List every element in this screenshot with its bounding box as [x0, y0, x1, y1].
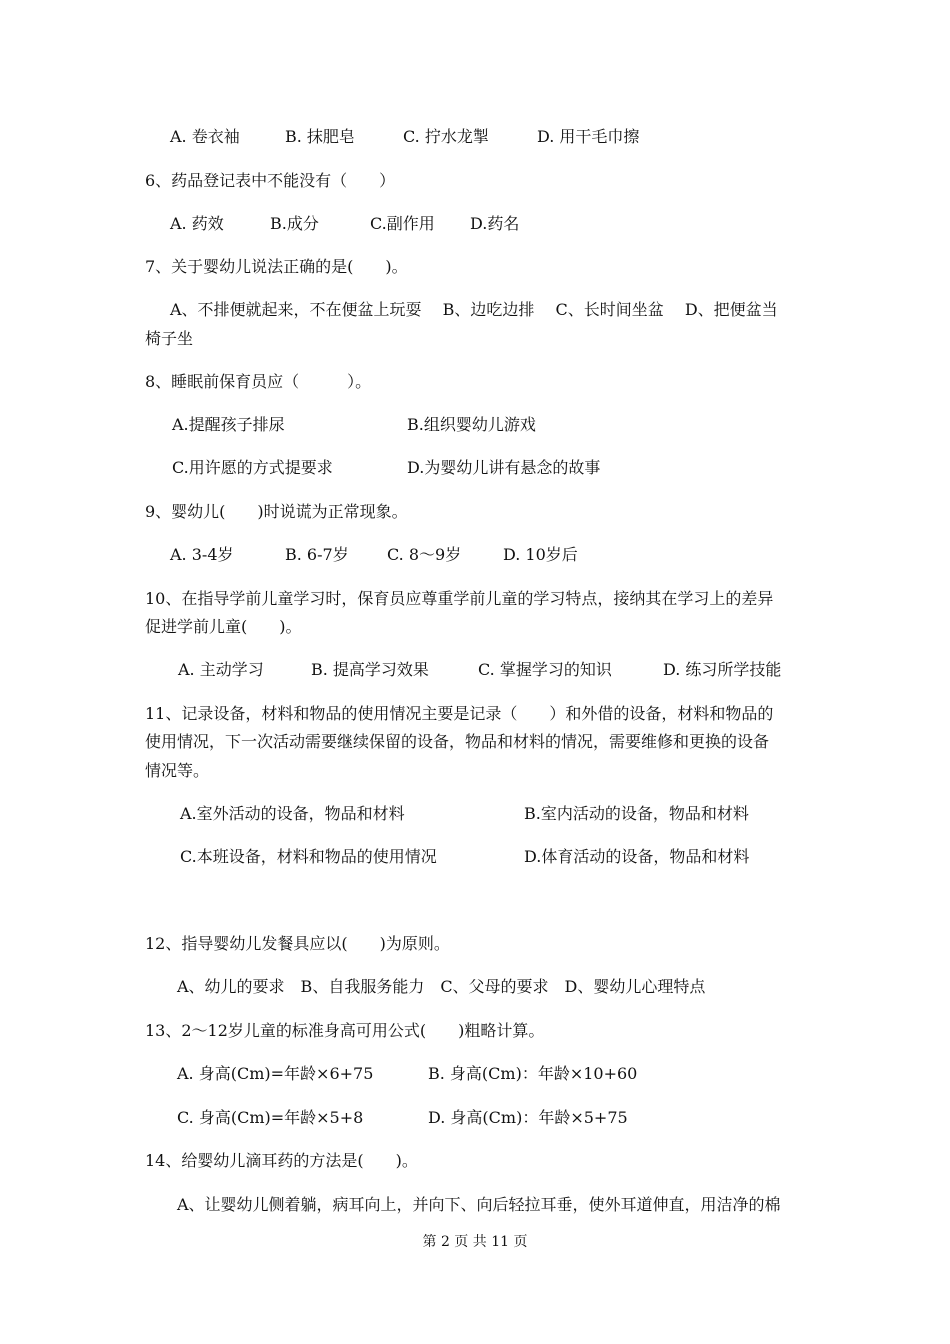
q5-option-a: A. 卷衣袖 [170, 127, 240, 146]
q14-option-a: A、让婴幼儿侧着躺，病耳向上，并向下、向后轻拉耳垂，使外耳道伸直，用洁净的棉 [177, 1195, 781, 1214]
q7-question: 7、关于婴幼儿说法正确的是( )。 [145, 257, 408, 276]
page-footer: 第 2 页 共 11 页 [422, 1234, 528, 1250]
q13-option-d: D. 身高(Cm)：年龄×5+75 [428, 1108, 628, 1127]
q9-option-b: B. 6-7岁 [285, 545, 349, 564]
q8-question: 8、睡眠前保育员应（ ）。 [145, 372, 372, 391]
q5-option-d: D. 用干毛巾擦 [537, 127, 640, 146]
q8-option-b: B.组织婴幼儿游戏 [407, 415, 536, 434]
q7-options-line1: A、不排便就起来，不在便盆上玩耍 B、边吃边排 C、长时间坐盆 D、把便盆当 [170, 300, 778, 319]
q8-option-d: D.为婴幼儿讲有悬念的故事 [407, 458, 601, 477]
q14-question: 14、给婴幼儿滴耳药的方法是( )。 [145, 1151, 418, 1170]
q9-option-c: C. 8～9岁 [387, 545, 462, 564]
q8-option-a: A.提醒孩子排尿 [172, 415, 285, 434]
q8-option-c: C.用许愿的方式提要求 [172, 458, 333, 477]
q13-question: 13、2～12岁儿童的标准身高可用公式( )粗略计算。 [145, 1021, 545, 1040]
q9-question: 9、婴幼儿( )时说谎为正常现象。 [145, 502, 408, 521]
q6-option-a: A. 药效 [170, 214, 224, 233]
q11-option-d: D.体育活动的设备，物品和材料 [524, 847, 750, 866]
q6-option-c: C.副作用 [370, 214, 435, 233]
q11-option-a: A.室外活动的设备，物品和材料 [180, 804, 405, 823]
q13-option-a: A. 身高(Cm)=年龄×6+75 [177, 1064, 374, 1083]
q5-option-b: B. 抹肥皂 [285, 127, 355, 146]
q9-option-a: A. 3-4岁 [170, 545, 234, 564]
q7-options-line2: 椅子坐 [145, 329, 194, 348]
q6-option-b: B.成分 [270, 214, 319, 233]
q13-option-c: C. 身高(Cm)=年龄×5+8 [177, 1108, 364, 1127]
q6-question: 6、药品登记表中不能没有（ ） [145, 171, 396, 190]
q10-option-a: A. 主动学习 [178, 660, 264, 679]
q11-question-line2: 使用情况，下一次活动需要继续保留的设备，物品和材料的情况，需要维修和更换的设备 [145, 732, 770, 751]
q6-option-d: D.药名 [470, 214, 520, 233]
q12-options: A、幼儿的要求 B、自我服务能力 C、父母的要求 D、婴幼儿心理特点 [177, 977, 706, 996]
q11-question-line3: 情况等。 [145, 761, 210, 780]
q11-option-b: B.室内活动的设备，物品和材料 [524, 804, 749, 823]
q5-option-c: C. 拧水龙掣 [403, 127, 489, 146]
q10-question-line1: 10、在指导学前儿童学习时，保育员应尊重学前儿童的学习特点，接纳其在学习上的差异 [145, 589, 774, 608]
q10-option-b: B. 提高学习效果 [311, 660, 429, 679]
q11-option-c: C.本班设备，材料和物品的使用情况 [180, 847, 437, 866]
q10-option-c: C. 掌握学习的知识 [478, 660, 612, 679]
q12-question: 12、指导婴幼儿发餐具应以( )为原则。 [145, 934, 450, 953]
q10-question-line2: 促进学前儿童( )。 [145, 617, 302, 636]
q11-question-line1: 11、记录设备，材料和物品的使用情况主要是记录（ ）和外借的设备，材料和物品的 [145, 704, 774, 723]
q10-option-d: D. 练习所学技能 [663, 660, 782, 679]
q13-option-b: B. 身高(Cm)：年龄×10+60 [428, 1064, 638, 1083]
q9-option-d: D. 10岁后 [503, 545, 578, 564]
